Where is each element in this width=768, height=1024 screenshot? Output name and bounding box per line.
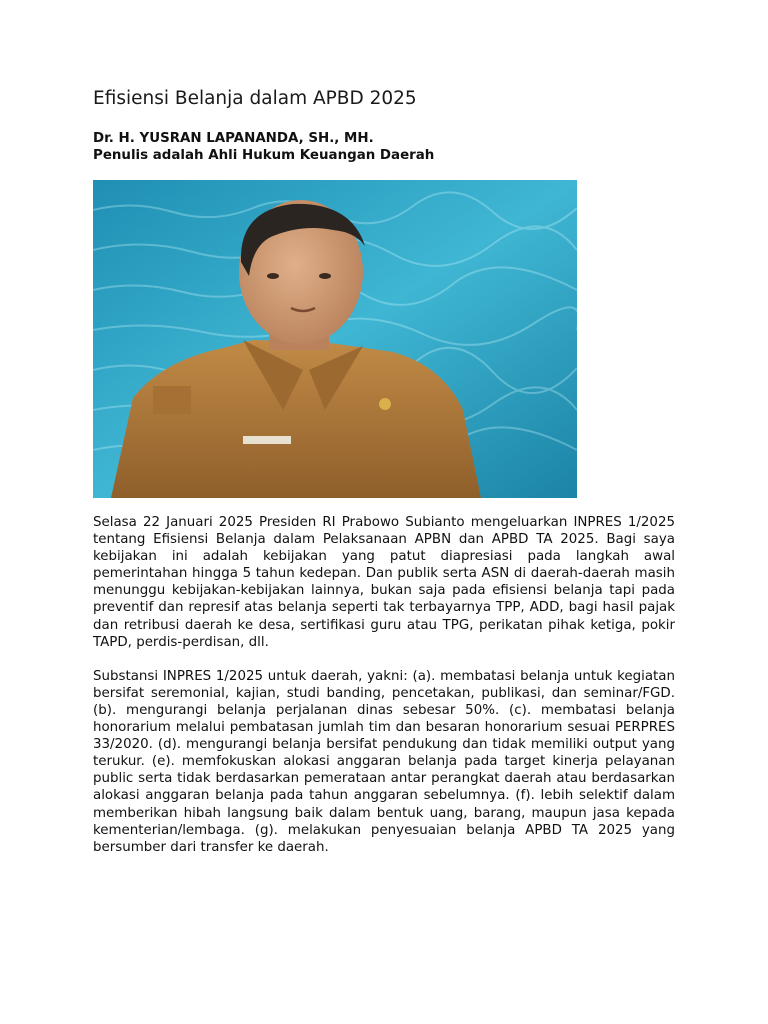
name-tag	[243, 436, 291, 444]
article-title: Efisiensi Belanja dalam APBD 2025	[93, 88, 417, 109]
author-name: Dr. H. YUSRAN LAPANANDA, SH., MH.	[93, 131, 374, 146]
author-role: Penulis adalah Ahli Hukum Keuangan Daerah	[93, 148, 435, 163]
author-photo-illustration	[93, 180, 577, 498]
article	[93, 86, 675, 856]
article-paragraph: Substansi INPRES 1/2025 untuk daerah, yakni: (a). membatasi belanja untuk kegiatan bersifat seremonial, kajian, studi banding, pencetakan, publikasi, dan seminar/FGD. (b). mengurangi belanja perjalanan dinas sebesar 50%. (c). membatasi belanja honorarium melalui pembatasan jumlah tim dan besaran honorarium sesuai PERPRES 33/2020. (d). mengurangi belanja bersifat pendukung dan tidak memiliki output yang terukur. (e). memfokuskan alokasi anggaran belanja pada target kinerja pelayanan public serta tidak berdasarkan pemerataan antar perangkat daerah atau berdasarkan alokasi anggaran belanja pada tahun anggaran sebelumnya. (f). lebih selektif dalam memberikan hibah langsung baik dalam bentuk uang, barang, maupun jasa kepada kementerian/lembaga. (g). melakukan penyesuaian belanja APBD TA 2025 yang bersumber dari transfer ke daerah.	[93, 668, 675, 855]
author-block	[93, 130, 675, 164]
badge-pin	[379, 398, 391, 410]
article-paragraph: Selasa 22 Januari 2025 Presiden RI Prabowo Subianto mengeluarkan INPRES 1/2025 tentang Efisiensi Belanja dalam Pelaksanaan APBN dan APBD TA 2025. Bagi saya kebijakan ini adalah kebijakan yang patut diapresiasi pada langkah awal pemerintahan hingga 5 tahun kedepan. Dan publik serta ASN di daerah-daerah masih menunggu kebijakan-kebijakan lainnya, bukan saja pada efisiensi belanja tapi pada preventif dan represif atas belanja seperti tak terbayarnya TPP, ADD, bagi hasil pajak dan retribusi daerah ke desa, sertifikasi guru atau TPG, perikatan pihak ketiga, pokir TAPD, perdis-perdisan, dll.	[93, 515, 675, 650]
author-photo	[93, 180, 577, 498]
